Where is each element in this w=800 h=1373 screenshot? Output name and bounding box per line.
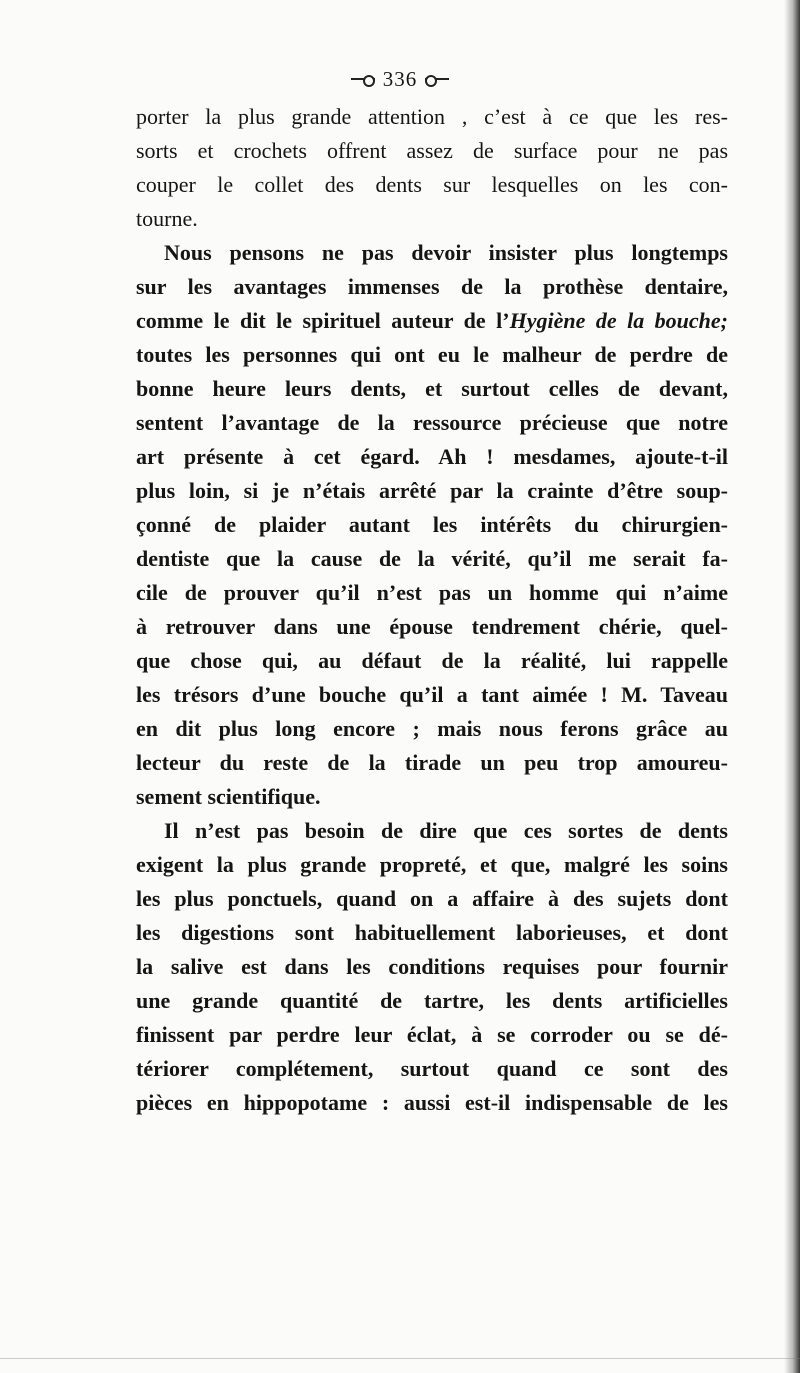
paragraph-2	[136, 236, 728, 814]
text-line: finissent par perdre leur éclat, à se corroder ou se dé-	[136, 1022, 728, 1047]
text-line: que chose qui, au défaut de la réalité, lui rappelle	[136, 648, 728, 673]
text-line: bonne heure leurs dents, et surtout celles de devant,	[136, 376, 728, 401]
text-segment: comme le dit le spirituel auteur de l’	[136, 308, 510, 333]
text-line: dentiste que la cause de la vérité, qu’il me serait fa-	[136, 546, 728, 571]
page-edge-shadow	[784, 0, 800, 1373]
text-line: tourne.	[136, 206, 198, 231]
text-line: art présente à cet égard. Ah ! mesdames, ajoute-t-il	[136, 444, 728, 469]
text-line: porter la plus grande attention , c’est à ce que les res-	[136, 104, 728, 129]
text-line: sorts et crochets offrent assez de surface pour ne pas	[136, 138, 728, 163]
text-line: sentent l’avantage de la ressource précieuse que notre	[136, 410, 728, 435]
text-line: tériorer complétement, surtout quand ce sont des	[136, 1056, 728, 1081]
text-line: lecteur du reste de la tirade un peu trop amoureu-	[136, 750, 728, 775]
paragraph-1	[136, 100, 728, 236]
text-line: sur les avantages immenses de la prothèse dentaire,	[136, 274, 728, 299]
page-number: 336	[382, 66, 418, 91]
text-line: çonné de plaider autant les intérêts du chirurgien-	[136, 512, 728, 537]
body-text	[136, 100, 728, 1120]
text-line: Il n’est pas besoin de dire que ces sortes de dents	[164, 818, 728, 843]
text-line: cile de prouver qu’il n’est pas un homme qui n’aime	[136, 580, 728, 605]
page-header	[0, 64, 800, 94]
text-line: à retrouver dans une épouse tendrement chérie, quel-	[136, 614, 728, 639]
text-line: pièces en hippopotame : aussi est-il indispensable de les	[136, 1090, 728, 1115]
book-title: Hygiène de la bouche;	[509, 308, 728, 333]
text-line-with-title	[136, 304, 728, 338]
right-ornament-icon	[425, 73, 449, 85]
text-line: sement scientifique.	[136, 784, 321, 809]
text-line: en dit plus long encore ; mais nous ferons grâce au	[136, 716, 728, 741]
text-line: couper le collet des dents sur lesquelles on les con-	[136, 172, 728, 197]
text-line: exigent la plus grande propreté, et que, malgré les soins	[136, 852, 728, 877]
left-ornament-icon	[351, 73, 375, 85]
text-line: une grande quantité de tartre, les dents artificielles	[136, 988, 728, 1013]
text-line: les plus ponctuels, quand on a affaire à des sujets dont	[136, 886, 728, 911]
text-line: les trésors d’une bouche qu’il a tant aimée ! M. Taveau	[136, 682, 728, 707]
text-line: la salive est dans les conditions requises pour fournir	[136, 954, 728, 979]
text-line: Nous pensons ne pas devoir insister plus longtemps	[164, 240, 728, 265]
text-line: plus loin, si je n’étais arrêté par la crainte d’être soup-	[136, 478, 728, 503]
page-bottom-edge	[0, 1358, 800, 1359]
paragraph-3	[136, 814, 728, 1120]
text-line: les digestions sont habituellement laborieuses, et dont	[136, 920, 728, 945]
text-line: toutes les personnes qui ont eu le malheur de perdre de	[136, 342, 728, 367]
